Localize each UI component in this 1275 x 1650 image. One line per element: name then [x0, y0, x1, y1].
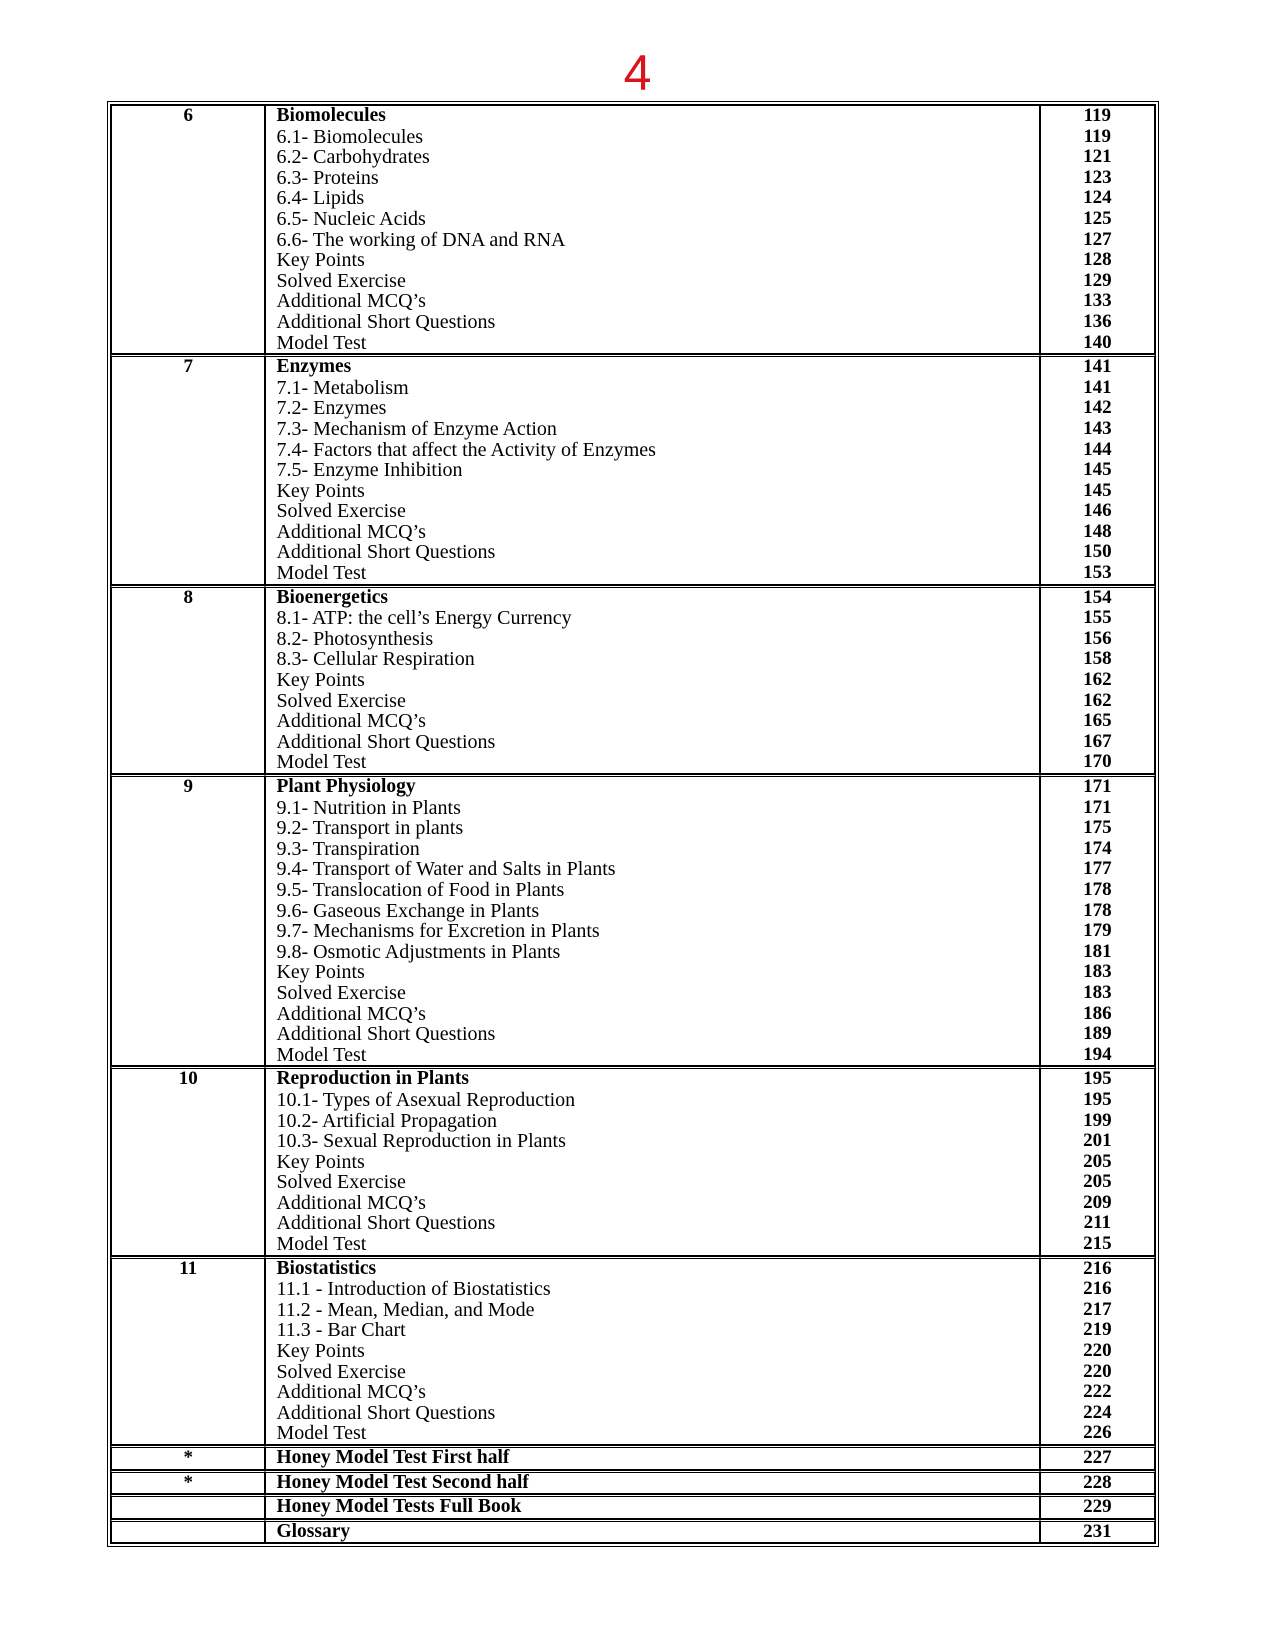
toc-entry-page: 136 [1083, 310, 1112, 332]
extra-row [111, 1470, 1155, 1495]
toc-entry: Additional MCQ’s [276, 710, 426, 733]
toc-entry: Key Points [276, 1340, 365, 1363]
toc-entry: 6.5- Nucleic Acids [276, 207, 426, 230]
toc-entry-page: 195 [1083, 1088, 1112, 1110]
chapter-number: 9 [111, 774, 265, 1066]
toc-entry: Model Test [276, 1233, 367, 1256]
chapter-number: 7 [111, 354, 265, 585]
extra-page: 229 [1040, 1494, 1155, 1519]
toc-entry: 6.1- Biomolecules [276, 125, 424, 148]
toc-entry-page: 220 [1083, 1340, 1112, 1362]
extra-contents [265, 1445, 1039, 1470]
toc-entry-page: 146 [1083, 500, 1112, 522]
toc-entry-page: 205 [1083, 1171, 1112, 1193]
toc-entry: Additional Short Questions [276, 730, 496, 753]
toc-entry-page: 175 [1083, 817, 1112, 839]
extra-marker [111, 1494, 265, 1519]
chapter-title: Enzymes [276, 356, 352, 378]
chapter-contents [265, 774, 1039, 1066]
toc-entry: Additional MCQ’s [276, 520, 426, 543]
table-of-contents [110, 104, 1156, 1544]
extra-row [111, 1519, 1155, 1544]
toc-entry-page: 119 [1083, 125, 1112, 147]
toc-entry-page: 219 [1083, 1319, 1112, 1341]
chapter-pages [1040, 105, 1155, 354]
chapter-title: Plant Physiology [276, 776, 416, 797]
extra-title: Glossary [276, 1520, 351, 1542]
toc-entry-page: 165 [1083, 710, 1112, 732]
toc-entry-page: 124 [1083, 187, 1112, 209]
toc-entry: 7.3- Mechanism of Enzyme Action [276, 417, 557, 440]
toc-entry-page: 209 [1083, 1191, 1112, 1213]
toc-entry-page: 162 [1083, 669, 1112, 691]
toc-entry: Key Points [276, 961, 365, 984]
toc-entry: 9.4- Transport of Water and Salts in Plants [276, 858, 616, 881]
toc-entry: 6.2- Carbohydrates [276, 146, 430, 169]
toc-entry: 11.2 - Mean, Median, and Mode [276, 1298, 535, 1321]
toc-entry: Key Points [276, 249, 365, 272]
toc-entry-page: 170 [1083, 751, 1112, 773]
toc-entry-page: 224 [1083, 1401, 1112, 1423]
toc-entry: Additional Short Questions [276, 1212, 496, 1235]
extra-page: 231 [1040, 1519, 1155, 1544]
toc-entry: Key Points [276, 479, 365, 502]
toc-entry-page: 171 [1083, 796, 1112, 818]
toc-entry-page: 211 [1083, 1212, 1112, 1234]
toc-entry-page: 181 [1083, 940, 1112, 962]
toc-entry-page: 153 [1083, 562, 1112, 584]
toc-entry-page: 178 [1083, 899, 1112, 921]
chapter-row [111, 774, 1155, 1066]
toc-entry: 9.6- Gaseous Exchange in Plants [276, 899, 540, 922]
chapter-contents [265, 585, 1039, 774]
toc-entry-page: 215 [1083, 1233, 1112, 1255]
toc-entry: Additional MCQ’s [276, 1381, 426, 1404]
chapter-number: 8 [111, 585, 265, 774]
chapter-pages [1040, 585, 1155, 774]
toc-entry: 9.1- Nutrition in Plants [276, 796, 461, 819]
toc-entry-page: 155 [1083, 607, 1112, 629]
toc-entry: Additional Short Questions [276, 1023, 496, 1046]
toc-entry: 9.8- Osmotic Adjustments in Plants [276, 940, 561, 963]
extra-marker: * [111, 1445, 265, 1470]
chapter-number: 6 [111, 105, 265, 354]
extra-contents [265, 1494, 1039, 1519]
toc-entry: Model Test [276, 751, 367, 774]
toc-entry: 11.3 - Bar Chart [276, 1319, 406, 1342]
chapter-row [111, 354, 1155, 585]
toc-entry-page: 201 [1083, 1130, 1112, 1152]
toc-entry-page: 141 [1083, 376, 1112, 398]
toc-entry-page: 123 [1083, 166, 1112, 188]
toc-entry: 8.1- ATP: the cell’s Energy Currency [276, 607, 572, 630]
chapter-title: Biomolecules [276, 105, 386, 126]
toc-entry-page: 145 [1083, 459, 1112, 481]
toc-entry-page: 177 [1083, 858, 1112, 880]
extra-marker: * [111, 1470, 265, 1495]
chapter-contents [265, 105, 1039, 354]
chapter-pages [1040, 1256, 1155, 1445]
extra-row [111, 1445, 1155, 1470]
toc-entry-page: 174 [1083, 837, 1112, 859]
chapter-pages [1040, 1066, 1155, 1255]
extra-contents [265, 1519, 1039, 1544]
toc-entry-page: 226 [1083, 1422, 1112, 1444]
toc-entry: Solved Exercise [276, 500, 406, 523]
extra-title: Honey Model Test Second half [276, 1471, 529, 1493]
toc-entry: 8.2- Photosynthesis [276, 627, 434, 650]
chapter-row [111, 585, 1155, 774]
toc-entry-page: 183 [1083, 961, 1112, 983]
toc-entry-page: 143 [1083, 417, 1112, 439]
toc-entry-page: 222 [1083, 1381, 1112, 1403]
toc-entry-page: 156 [1083, 627, 1112, 649]
toc-entry: Solved Exercise [276, 689, 406, 712]
chapter-title-page: 141 [1083, 356, 1112, 378]
chapter-row [111, 105, 1155, 354]
toc-entry-page: 158 [1083, 648, 1112, 670]
chapter-contents [265, 1066, 1039, 1255]
toc-entry-page: 133 [1083, 290, 1112, 312]
chapter-number: 11 [111, 1256, 265, 1445]
chapter-pages [1040, 774, 1155, 1066]
chapter-title: Reproduction in Plants [276, 1068, 469, 1090]
chapter-number: 10 [111, 1066, 265, 1255]
chapter-title-page: 154 [1083, 586, 1112, 608]
toc-entry: 10.1- Types of Asexual Reproduction [276, 1088, 576, 1111]
toc-entry-page: 220 [1083, 1360, 1112, 1382]
toc-entry: Model Test [276, 1043, 367, 1066]
toc-entry-page: 125 [1083, 207, 1112, 229]
toc-entry: Key Points [276, 1150, 365, 1173]
toc-entry: Solved Exercise [276, 981, 406, 1004]
toc-entry: 11.1 - Introduction of Biostatistics [276, 1278, 551, 1301]
toc-entry-page: 216 [1083, 1278, 1112, 1300]
toc-entry: Model Test [276, 1422, 367, 1445]
chapter-title: Bioenergetics [276, 586, 388, 608]
extra-contents [265, 1470, 1039, 1495]
chapter-pages [1040, 354, 1155, 585]
extra-marker [111, 1519, 265, 1544]
chapter-row [111, 1256, 1155, 1445]
toc-entry: Model Test [276, 331, 367, 354]
page-number: 4 [623, 45, 652, 101]
toc-entry: Solved Exercise [276, 269, 406, 292]
toc-entry: Additional Short Questions [276, 310, 496, 333]
toc-entry-page: 194 [1083, 1043, 1112, 1065]
toc-entry-page: 167 [1083, 730, 1112, 752]
toc-entry-page: 121 [1083, 146, 1112, 168]
toc-entry: 7.2- Enzymes [276, 397, 387, 420]
toc-entry-page: 186 [1083, 1002, 1112, 1024]
toc-entry: 9.2- Transport in plants [276, 817, 464, 840]
toc-entry: 7.4- Factors that affect the Activity of Enzymes [276, 438, 656, 461]
extra-page: 228 [1040, 1470, 1155, 1495]
toc-entry-page: 140 [1083, 331, 1112, 353]
extra-title: Honey Model Test First half [276, 1447, 510, 1468]
toc-entry: 10.3- Sexual Reproduction in Plants [276, 1130, 566, 1153]
toc-entry: Additional MCQ’s [276, 290, 426, 313]
toc-entry: 10.2- Artificial Propagation [276, 1109, 497, 1132]
toc-entry-page: 179 [1083, 920, 1112, 942]
chapter-title-page: 195 [1083, 1068, 1112, 1090]
chapter-contents [265, 354, 1039, 585]
toc-entry: 8.3- Cellular Respiration [276, 648, 475, 671]
toc-entry: Model Test [276, 562, 367, 585]
toc-entry: 6.4- Lipids [276, 187, 365, 210]
chapter-row [111, 1066, 1155, 1255]
extra-page: 227 [1040, 1445, 1155, 1470]
toc-entry-page: 150 [1083, 541, 1112, 563]
toc-entry-page: 178 [1083, 878, 1112, 900]
toc-entry: Solved Exercise [276, 1360, 406, 1383]
toc-entry-page: 189 [1083, 1023, 1112, 1045]
toc-entry: 7.5- Enzyme Inhibition [276, 459, 463, 482]
toc-entry: Solved Exercise [276, 1171, 406, 1194]
toc-entry: Key Points [276, 669, 365, 692]
toc-entry: 9.5- Translocation of Food in Plants [276, 878, 565, 901]
extra-title: Honey Model Tests Full Book [276, 1496, 522, 1518]
toc-entry-page: 145 [1083, 479, 1112, 501]
toc-entry-page: 205 [1083, 1150, 1112, 1172]
toc-entry-page: 217 [1083, 1298, 1112, 1320]
toc-entry-page: 142 [1083, 397, 1112, 419]
toc-entry: 6.6- The working of DNA and RNA [276, 228, 566, 251]
toc-entry: Additional MCQ’s [276, 1002, 426, 1025]
chapter-title-page: 216 [1083, 1257, 1112, 1279]
toc-body [111, 105, 1155, 1543]
toc-entry-page: 199 [1083, 1109, 1112, 1131]
chapter-title-page: 119 [1083, 105, 1112, 126]
toc-entry: 6.3- Proteins [276, 166, 379, 189]
toc-entry: 9.3- Transpiration [276, 837, 420, 860]
toc-entry-page: 162 [1083, 689, 1112, 711]
toc-entry-page: 144 [1083, 438, 1112, 460]
chapter-contents [265, 1256, 1039, 1445]
chapter-title: Biostatistics [276, 1257, 377, 1279]
extra-row [111, 1494, 1155, 1519]
toc-entry-page: 127 [1083, 228, 1112, 250]
toc-entry: Additional MCQ’s [276, 1191, 426, 1214]
toc-entry: Additional Short Questions [276, 541, 496, 564]
toc-entry-page: 128 [1083, 249, 1112, 271]
toc-entry-page: 129 [1083, 269, 1112, 291]
toc-entry-page: 183 [1083, 981, 1112, 1003]
toc-entry: 7.1- Metabolism [276, 376, 409, 399]
chapter-title-page: 171 [1083, 776, 1112, 797]
toc-entry: Additional Short Questions [276, 1401, 496, 1424]
toc-entry: 9.7- Mechanisms for Excretion in Plants [276, 920, 600, 943]
toc-entry-page: 148 [1083, 520, 1112, 542]
